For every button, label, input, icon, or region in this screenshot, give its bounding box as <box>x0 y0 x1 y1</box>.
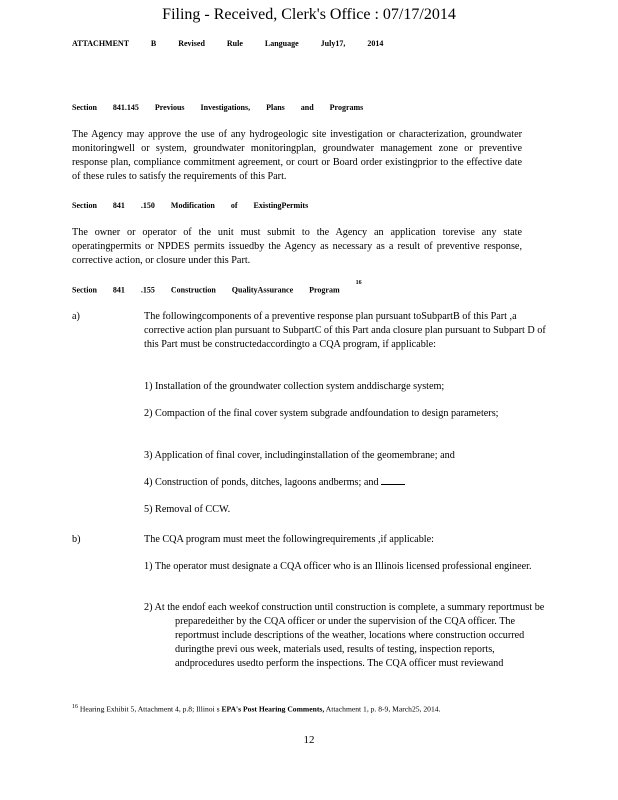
filing-header: Filing - Received, Clerk's Office : 07/17/2014 <box>162 6 456 23</box>
footnote-text-pre: Hearing Exhibit 5, Attachment 4, p.8; Illinoi s <box>79 704 220 714</box>
footnote-text-bold: EPA's Post Hearing Comments, <box>221 704 325 714</box>
b-item-2: 2) At the endof each weekof construction until construction is complete, a summary reportmust be preparedeither by the CQA officer or under the supervision of the CQA officer. The reportmust include descriptions of the weather, locations where construction occurred duringthe previ ous week, materials used, results of testing, inspection reports, andprocedures usedto perform the inspections. The CQA officer must reviewand <box>144 602 545 669</box>
a-item-4 <box>144 476 553 490</box>
a-item-5: 5) Removal of CCW. <box>144 504 231 515</box>
subsection-a-label: a) <box>72 311 80 322</box>
section-155-heading <box>72 280 362 295</box>
subsection-b-label: b) <box>72 534 81 545</box>
a-item-2: 2) Compaction of the final cover system subgrade andfoundation to design parameters; <box>144 408 499 419</box>
footnote-reference: 16 <box>355 280 362 286</box>
section-145-body: The Agency may approve the use of any hydrogeologic site investigation or characterization, groundwater monitoringwell or system, groundwater monitoringplan, groundwater management zone or preventive response plan, compliance commitment agreement, or court or Board order existingprior to the effective date of these rules to satisfy the requirements of this Part. <box>72 129 522 182</box>
footnote-marker: 16 <box>72 704 78 710</box>
subsection-a <box>72 310 558 352</box>
attachment-line: ATTACHMENT B Revised Rule Language July17, 2014 <box>72 39 384 48</box>
section-145-heading: Section 841.145 Previous Investigations, Plans and Programs <box>72 103 364 112</box>
subsection-a-text: The followingcomponents of a preventive response plan pursuant toSubpartB of this Part ,a corrective action plan pursuant to SubpartC of this Part anda closure plan pursuant to Subpart D of this Part must be constructedaccordingto a CQA program, if applicable: <box>144 311 546 350</box>
b-item-1: 1) The operator must designate a CQA officer who is an Illinois licensed professional engineer. <box>144 561 532 572</box>
page-number: 12 <box>303 734 315 746</box>
a-item-4-text: 4) Construction of ponds, ditches, lagoons andberms; and <box>144 477 379 488</box>
subsection-b <box>72 533 558 547</box>
a-item-3: 3) Application of final cover, includinginstallation of the geomembrane; and <box>144 450 455 461</box>
section-150-body: The owner or operator of the unit must submit to the Agency an application torevise any state operatingpermits or NPDES permits issuedby the Agency as necessary as a result of preventive response, corrective action, or closure under this Part. <box>72 227 522 266</box>
section-155-heading-text: Section 841 .155 Construction QualityAssurance Program <box>72 285 340 295</box>
subsection-b-text: The CQA program must meet the followingrequirements ,if applicable: <box>144 534 434 545</box>
footnote <box>72 702 522 715</box>
footnote-text-post: Attachment 1, p. 8-9, March25, 2014. <box>325 704 441 714</box>
section-150-heading: Section 841 .150 Modification of ExistingPermits <box>72 201 309 210</box>
blank-line <box>381 476 405 485</box>
a-item-1: 1) Installation of the groundwater collection system anddischarge system; <box>144 381 445 392</box>
